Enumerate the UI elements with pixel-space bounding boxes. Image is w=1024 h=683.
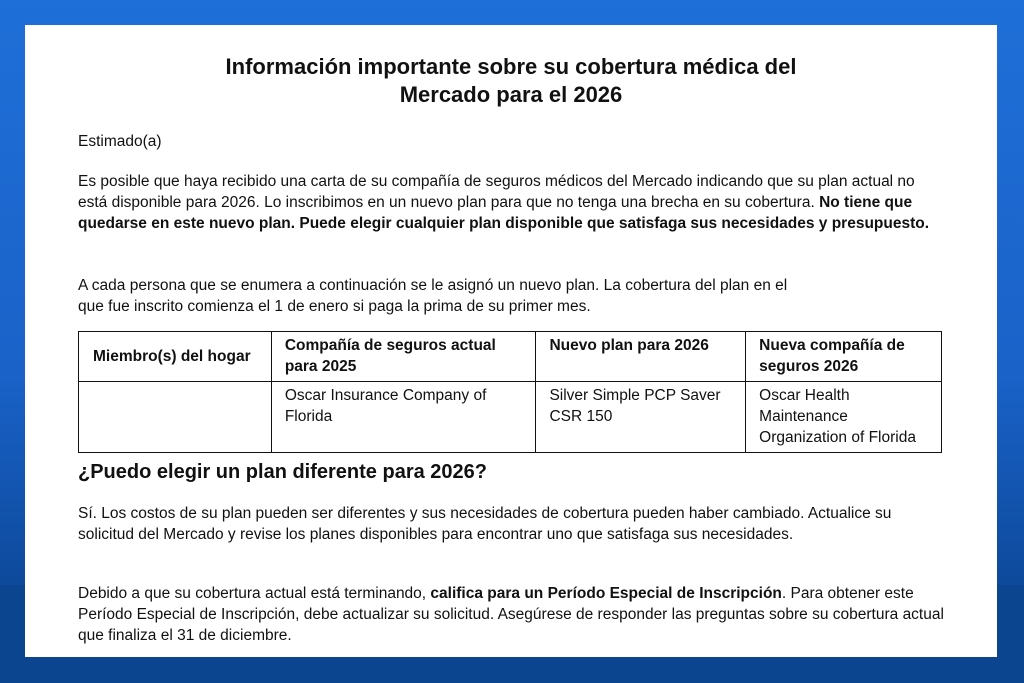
table-header-row [79,332,942,382]
intro-text: Es posible que haya recibido una carta de su compañía de seguros médicos del Mercado indicando que su plan actual no está disponible para 2026. Lo inscribimos en un nuevo plan para que no tenga una brecha en su cobertura. [78,173,915,211]
letter-document [25,25,997,657]
cell-member [79,382,272,453]
title-line-2: Mercado para el 2026 [399,82,623,107]
intro-paragraph [78,171,948,234]
intro-bold-text: No tiene que quedarse en este nuevo plan. Puede elegir cualquier plan disponible que satisfaga sus necesidades y presupuesto. [78,194,930,232]
sep-text-after: . Para obtener este Período Especial de Inscripción, debe actualizar su solicitud. Asegúrese de responder las preguntas sobre su cobertura actual que finaliza el 31 de diciembre. [78,585,944,644]
section-paragraph: Sí. Los costos de su plan pueden ser diferentes y sus necesidades de cobertura pueden haber cambiado. Actualice su solicitud del Mercado y revise los planes disponibles para encontrar uno que satisfaga sus necesidades. [78,505,892,543]
sep-bold-text: califica para un Período Especial de Inscripción [430,585,782,602]
special-enrollment-paragraph [78,583,948,646]
table-row [79,382,942,453]
assignment-paragraph [78,275,948,317]
header-new-plan: Nuevo plan para 2026 [536,332,746,382]
title-line-1: Información importante sobre su cobertura médica del [225,54,797,79]
greeting: Estimado(a) [78,133,162,150]
sep-text-before: Debido a que su cobertura actual está terminando, [78,585,431,602]
cell-new-insurer: Oscar Health Maintenance Organization of Florida [746,382,942,453]
cell-new-plan: Silver Simple PCP Saver CSR 150 [536,382,746,453]
assignment-line-1: A cada persona que se enumera a continuación se le asignó un nuevo plan. La cobertura del plan en el [78,277,788,294]
section-heading: ¿Puedo elegir un plan diferente para 2026? [78,461,487,483]
coverage-table [78,331,942,453]
header-new-insurer: Nueva compañía de seguros 2026 [746,332,942,382]
header-current-insurer: Compañía de seguros actual para 2025 [271,332,536,382]
cell-current-insurer: Oscar Insurance Company of Florida [271,382,536,453]
assignment-line-2: que fue inscrito comienza el 1 de enero si paga la prima de su primer mes. [78,298,591,315]
header-household-members: Miembro(s) del hogar [79,332,272,382]
page-title [25,53,997,109]
